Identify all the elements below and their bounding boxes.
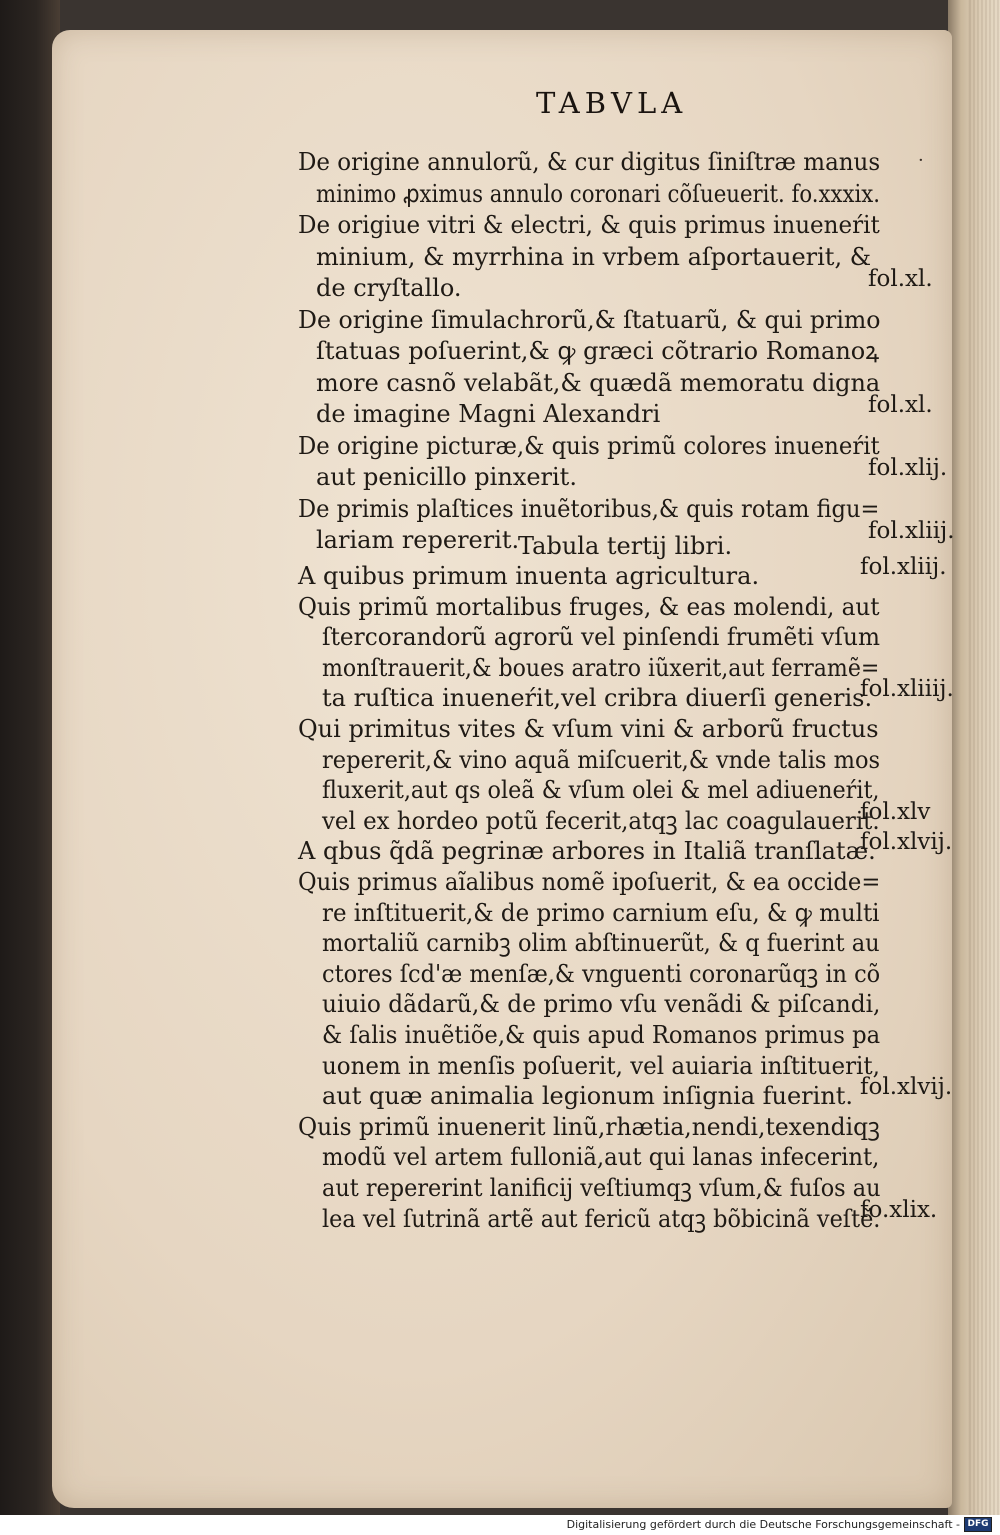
entry-first-line: De origiue vitri & electri, & quis primus inueneŕit — [298, 211, 880, 239]
entry-continuation-line: modũ vel artem fulloniã,aut qui lanas infecerint, — [322, 1143, 880, 1172]
entry-continuation-line: lariam repererit. — [316, 526, 520, 554]
entry-continuation-line: lea vel ſutrinã artẽ aut fericũ atqꝫ bõbicinã veſtẽ. — [322, 1204, 881, 1233]
entry-continuation-line: de cryſtallo. — [316, 274, 462, 302]
entry-continuation-line: ſtatuas poſuerint,& ꝙ græci cõtrario Romanoꝝ — [316, 337, 880, 365]
entry-first-line: De origine ſimulachrorũ,& ſtatuarũ, & qui primo — [298, 305, 881, 334]
entry-first-line: A quibus primum inuenta agricultura. — [298, 562, 760, 590]
entry-continuation-line: re inſtituerit,& de primo carnium eſu, & ꝙ multi — [322, 898, 880, 927]
folio-reference: fol.xlvij. — [860, 829, 953, 856]
page-edge-stripes — [968, 0, 1000, 1515]
folio-reference: fol.xlvij. — [860, 1074, 953, 1101]
entry-first-line: Quis primũ inuenerit linũ,rhætia,nendi,texendiqꝫ — [298, 1112, 880, 1141]
entry-continuation-line: mortaliũ carnibꝫ olim abſtinuerũt, & q fuerint au — [322, 929, 880, 958]
folio-reference: fol.xliij. — [868, 518, 955, 544]
book-gutter-shadow — [0, 0, 60, 1515]
entry-continuation-line: aut quæ animalia legionum inſignia fuerint. — [322, 1082, 854, 1111]
entry-first-line: Qui primitus vites & vſum vini & arborũ fructus — [298, 715, 879, 743]
dfg-logo: DFG — [964, 1517, 992, 1532]
entry-first-line: A qbus q̃dã pegrinæ arbores in Italiã tranſlatæ. — [298, 837, 876, 866]
folio-reference: fol.xliiij. — [860, 676, 954, 703]
entry-continuation-line: uonem in menſis poſuerit, vel auiaria inſtituerit, — [322, 1051, 880, 1080]
entry-continuation-line: fluxerit,aut qs oleã & vſum olei & mel adiueneŕit, — [322, 776, 880, 805]
entry-first-line: De origine annulorũ, & cur digitus ſiniſtræ manus — [298, 148, 881, 176]
entry-first-line: Quis primus aĩalibus nomẽ ipoſuerit, & ea occide= — [298, 868, 881, 896]
folio-reference: fo.xlix. — [860, 1196, 938, 1223]
entry-continuation-line: & ſalis inuẽtiõe,& quis apud Romanos primus pa — [322, 1021, 881, 1049]
folio-reference: fol.xlv — [860, 798, 931, 825]
entry-first-line: Quis primũ mortalibus fruges, & eas molendi, aut — [298, 592, 880, 621]
folio-reference: fol.xl. — [868, 392, 933, 418]
entry-continuation-line: minium, & myrrhina in vrbem aſportauerit, & — [316, 242, 872, 271]
entry-continuation-line: uiuio dãdarũ,& de primo vſu venãdi & piſcandi, — [322, 990, 881, 1019]
folio-reference: fol.xlij. — [868, 455, 948, 481]
folio-reference: fol.xl. — [868, 266, 933, 292]
entry-continuation-line: monſtrauerit,& boues aratro iũxerit,aut ferramẽ= — [322, 653, 880, 682]
entry-continuation-line: vel ex hordeo potũ fecerit,atqꝫ lac coagulauerit. — [322, 806, 880, 835]
entry-first-line: De origine picturæ,& quis primũ colores inueneŕit — [298, 431, 880, 460]
margin-mark: · — [918, 150, 924, 171]
entry-first-line: De primis plaſtices inuẽtoribus,& quis rotam figu= — [298, 494, 880, 523]
entry-continuation-line: minimo ꝓximus annulo coronari cõſueuerit. fo.xxxix. — [316, 179, 880, 208]
running-head: TABVLA — [536, 86, 688, 120]
entry-continuation-line: aut penicillo pinxerit. — [316, 463, 577, 491]
entry-continuation-line: more casnõ velabãt,& quædã memoratu digna — [316, 368, 881, 397]
section-title: Tabula tertij libri. — [518, 532, 733, 560]
entry-continuation-line: ta ruſtica inueneŕit,vel cribra diuerſi generis. — [322, 684, 873, 713]
entry-continuation-line: aut repererint lanificij veſtiumqꝫ vſum,& fuſos au — [322, 1174, 881, 1202]
entry-continuation-line: repererit,& vino aquã miſcuerit,& vnde talis mos — [322, 745, 881, 774]
entry-continuation-line: de imagine Magni Alexandri — [316, 400, 661, 428]
digitization-credit: Digitalisierung gefördert durch die Deutsche Forschungsgemeinschaft - — [566, 1518, 960, 1531]
entry-continuation-line: ctores ſcd'æ menſæ,& vnguenti coronarũqꝫ in cõ — [322, 959, 881, 988]
entry-continuation-line: ſtercorandorũ agrorũ vel pinſendi frumẽti vſum — [322, 623, 880, 652]
folio-reference: fol.xliij. — [860, 554, 947, 580]
